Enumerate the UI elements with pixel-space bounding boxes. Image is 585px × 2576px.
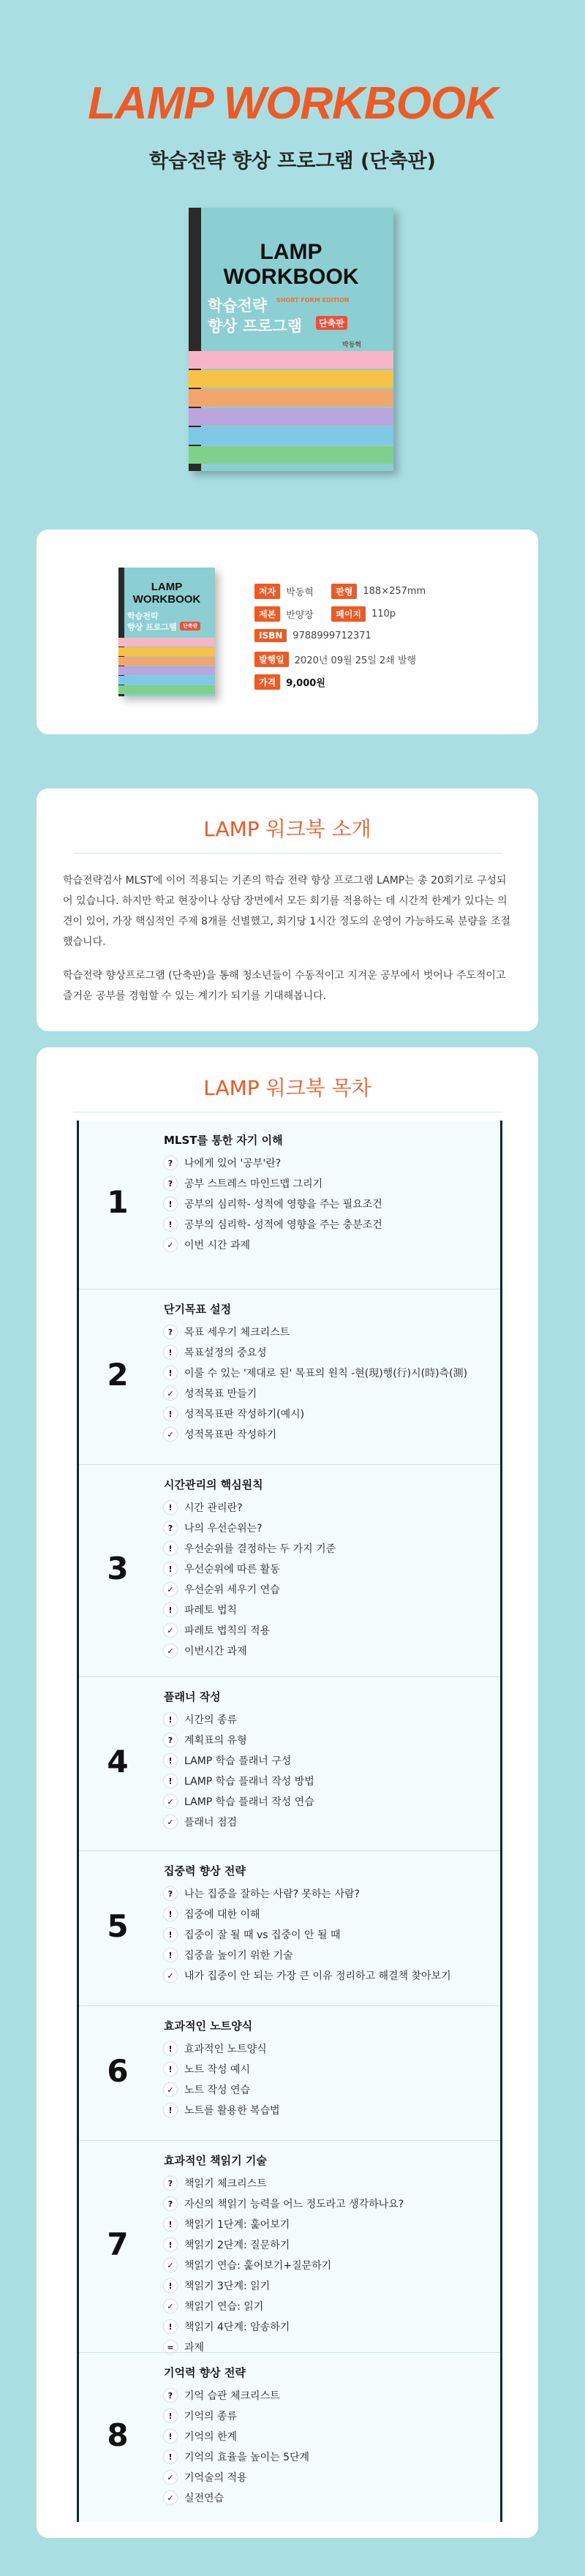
cover-stripe — [118, 657, 215, 666]
check-icon: ✓ — [164, 2491, 177, 2504]
list-item — [164, 1538, 336, 1559]
item-text: 기억의 효율을 높이는 5단계 — [184, 2452, 310, 2463]
item-text: 목표설정의 중요성 — [184, 1347, 267, 1359]
check-icon: ✓ — [164, 1387, 177, 1400]
intro-title: LAMP 워크북 소개 — [203, 817, 371, 841]
list-item — [164, 2255, 404, 2275]
chapter-items — [164, 1153, 382, 1255]
item-text: LAMP 학습 플래너 작성 연습 — [184, 1796, 314, 1808]
list-item — [164, 2059, 280, 2079]
check-icon: ✓ — [164, 1795, 177, 1808]
price-label: 가격 — [254, 674, 280, 690]
list-item — [164, 2406, 309, 2426]
author-label: 저자 — [254, 584, 280, 599]
date-value: 2020년 09월 25일 2쇄 발행 — [294, 655, 417, 666]
cover-stripe — [118, 638, 215, 647]
item-text: 책읽기 2단계: 질문하기 — [184, 2240, 290, 2251]
list-item — [164, 2447, 309, 2467]
exclamation-icon: ! — [164, 1603, 177, 1616]
chapter-title: 시간관리의 핵심원칙 — [164, 1478, 263, 1491]
item-text: 우선순위에 따른 활동 — [184, 1564, 280, 1575]
exclamation-icon: ! — [164, 1774, 177, 1788]
list-item — [164, 2193, 404, 2214]
cover-stripe — [118, 666, 215, 675]
exclamation-icon: ! — [164, 1346, 177, 1359]
author-value: 박동혁 — [286, 587, 314, 598]
chapter-items — [164, 1883, 451, 1986]
list-item — [164, 1363, 467, 1383]
chapter-number: 2 — [107, 1357, 129, 1393]
cover-stripe — [189, 446, 393, 464]
exclamation-icon: ! — [164, 2430, 177, 2443]
toc-chapter — [79, 1121, 500, 1289]
item-text: 책읽기 체크리스트 — [184, 2178, 267, 2190]
item-text: 우선순위 세우기 연습 — [184, 1584, 280, 1596]
info-row-binding — [254, 606, 396, 622]
item-text: 목표 세우기 체크리스트 — [184, 1327, 290, 1338]
info-row-author — [254, 584, 426, 599]
list-item — [164, 1518, 336, 1538]
list-item — [164, 1235, 382, 1255]
list-item — [164, 2173, 404, 2193]
toc-chapter — [79, 1464, 500, 1677]
cover-title: LAMP WORKBOOK — [223, 240, 359, 289]
intro-paragraph-1: 학습전략검사 MLST에 이어 적용되는 기존의 학습 전략 향상 프로그램 LAMP는 총 20회기로 구성되어 있습니다. 하지만 학교 현장이나 상담 장면에서 모든 회기를 적용하는 데 시간적 한계가 있다는 의견이 있어, 가장 핵심적인 주제 8개를 선별했고, 회기당 1시간 정도의 운영이 가능하도록 분량을 조절했습니다. — [63, 875, 511, 948]
item-text: 과제 — [184, 2342, 205, 2354]
list-item — [164, 1173, 382, 1194]
toc-chapter — [79, 2352, 500, 2523]
list-item — [164, 2488, 309, 2508]
item-text: 플래너 점검 — [184, 1817, 238, 1829]
question-icon: ? — [164, 2389, 177, 2402]
check-icon: ✓ — [164, 1238, 177, 1251]
item-text: 효과적인 노트양식 — [184, 2044, 267, 2055]
list-item — [164, 1497, 336, 1518]
item-text: 나는 집중을 잘하는 사람? 못하는 사람? — [184, 1888, 360, 1900]
list-item — [164, 2234, 404, 2255]
cover-subtitle-2: 향상 프로그램 — [208, 317, 303, 335]
chapter-number: 7 — [107, 2226, 129, 2262]
list-item — [164, 2100, 280, 2120]
item-text: 성적목표판 작성하기 — [184, 1429, 277, 1441]
question-icon: ? — [164, 1177, 177, 1190]
item-text: 우선순위를 결정하는 두 가지 기준 — [184, 1543, 336, 1555]
list-item — [164, 1812, 314, 1832]
small-cover-subtitle-1: 학습전략 — [127, 611, 159, 621]
list-item — [164, 1214, 382, 1235]
exclamation-icon: ! — [164, 1197, 177, 1210]
chapter-title: 집중력 향상 전략 — [164, 1864, 246, 1878]
cover-stripe — [118, 676, 215, 685]
chapter-items — [164, 1322, 467, 1445]
list-item — [164, 1600, 336, 1620]
item-text: 책읽기 3단계: 읽기 — [184, 2281, 271, 2292]
info-row-price — [254, 674, 325, 690]
toc-title: LAMP 워크북 목차 — [203, 1076, 371, 1100]
check-icon: ✓ — [164, 1644, 177, 1657]
check-icon: ✓ — [164, 2259, 177, 2272]
toc-card — [37, 1047, 538, 2538]
toc-chapter — [79, 1676, 500, 1851]
book-cover-small — [118, 568, 215, 696]
list-item — [164, 2079, 280, 2100]
toc-chapter — [79, 1289, 500, 1465]
question-icon: ? — [164, 1521, 177, 1534]
list-item — [164, 1424, 467, 1445]
exclamation-icon: ! — [164, 1366, 177, 1379]
item-text: 파레토 법칙의 적용 — [184, 1625, 271, 1637]
cover-stripe — [189, 408, 393, 426]
cover-stripes — [189, 351, 393, 465]
item-text: 공부의 심리학- 성적에 영향을 주는 충분조건 — [184, 1219, 382, 1231]
chapter-title: 기억력 향상 전략 — [164, 2366, 246, 2379]
list-item — [164, 2316, 404, 2337]
exclamation-icon: ! — [164, 1542, 177, 1555]
check-icon: ✓ — [164, 2471, 177, 2484]
chapter-items — [164, 2385, 309, 2508]
exclamation-icon: ! — [164, 1501, 177, 1514]
price-value: 9,000원 — [286, 678, 325, 689]
small-cover-subtitle-2: 향상 프로그램 — [127, 622, 177, 632]
small-cover-tag: 단축판 — [180, 622, 200, 630]
item-text: 책읽기 1단계: 훑어보기 — [184, 2219, 290, 2231]
list-item — [164, 2426, 309, 2447]
binding-label: 제본 — [254, 606, 280, 622]
exclamation-icon: ! — [164, 1754, 177, 1767]
exclamation-icon: ! — [164, 1907, 177, 1921]
exclamation-icon: ! — [164, 2104, 177, 2117]
item-text: 책읽기 4단계: 암송하기 — [184, 2321, 290, 2333]
cover-stripe — [189, 427, 393, 445]
check-icon: ✓ — [164, 1815, 177, 1829]
item-text: 기억 습관 체크리스트 — [184, 2390, 280, 2402]
list-item — [164, 1559, 336, 1579]
item-text: 나에게 있어 '공부'란? — [184, 1158, 282, 1170]
item-text: 파레토 법칙 — [184, 1605, 238, 1616]
exclamation-icon: ! — [164, 2218, 177, 2231]
item-text: 집중이 잘 될 때 vs 집중이 안 될 때 — [184, 1929, 341, 1941]
hero-subtitle: 학습전략 향상 프로그램 (단축판) — [149, 150, 436, 173]
question-icon: ? — [164, 2177, 177, 2190]
item-text: 성적목표판 작성하기(예시) — [184, 1409, 305, 1420]
check-icon: ✓ — [164, 1428, 177, 1441]
info-card — [37, 530, 538, 734]
item-text: 자신의 책읽기 능력을 어느 정도라고 생각하나요? — [184, 2199, 404, 2210]
exclamation-icon: ! — [164, 1407, 177, 1420]
exclamation-icon: ! — [164, 1562, 177, 1575]
toc-chapter — [79, 1850, 500, 2006]
chapter-items — [164, 2173, 404, 2357]
binding-value: 반양장 — [286, 610, 314, 621]
chapter-title: 효과적인 노트양식 — [164, 2019, 253, 2033]
cover-tag: 단축판 — [316, 316, 347, 330]
question-icon: ? — [164, 1325, 177, 1338]
small-cover-stripes — [118, 638, 215, 695]
chapter-items — [164, 1709, 314, 1832]
chapter-items — [164, 1497, 336, 1661]
exclamation-icon: ! — [164, 1218, 177, 1231]
pages-label: 페이지 — [331, 606, 366, 622]
info-row-date — [254, 652, 416, 667]
question-icon: ? — [164, 1887, 177, 1900]
chapter-title: MLST를 통한 자기 이해 — [164, 1134, 283, 1147]
list-item — [164, 1322, 467, 1342]
chapter-items — [164, 2038, 280, 2120]
list-item — [164, 1709, 314, 1730]
list-item — [164, 2038, 280, 2059]
exclamation-icon: ! — [164, 2042, 177, 2055]
item-text: 기억의 종류 — [184, 2411, 238, 2422]
list-item — [164, 1730, 314, 1750]
exclamation-icon: ! — [164, 1948, 177, 1962]
item-text: 노트 작성 예시 — [184, 2064, 251, 2076]
list-item — [164, 1965, 451, 1986]
toc-chapter — [79, 2140, 500, 2353]
exclamation-icon: ! — [164, 2279, 177, 2292]
chapter-number: 1 — [107, 1184, 129, 1220]
isbn-value: 9788999712371 — [292, 630, 371, 641]
check-icon: ✓ — [164, 1969, 177, 1982]
question-icon: ? — [164, 1733, 177, 1747]
question-icon: ? — [164, 1156, 177, 1170]
exclamation-icon: ! — [164, 2063, 177, 2076]
list-item — [164, 1904, 451, 1924]
exclamation-icon: ! — [164, 2450, 177, 2463]
list-item — [164, 1771, 314, 1791]
check-icon: ✓ — [164, 2300, 177, 2313]
list-item — [164, 1579, 336, 1600]
check-icon: ✓ — [164, 2083, 177, 2096]
list-item — [164, 2214, 404, 2234]
item-text: 내가 집중이 안 되는 가장 큰 이유 정리하고 해결책 찾아보기 — [184, 1970, 451, 1982]
cover-stripe — [189, 389, 393, 407]
exclamation-icon: ! — [164, 1713, 177, 1726]
item-text: 기억의 한계 — [184, 2431, 238, 2443]
list-item — [164, 1641, 336, 1661]
chapter-number: 6 — [107, 2053, 129, 2089]
item-text: 실전연습 — [184, 2493, 224, 2504]
toc-chapter — [79, 2006, 500, 2141]
cover-author: 박동혁 — [342, 342, 362, 349]
intro-divider — [73, 853, 502, 854]
list-item — [164, 1750, 314, 1771]
item-text: 시간 관리란? — [184, 1502, 243, 1514]
item-text: 나의 우선순위는? — [184, 1523, 263, 1534]
item-text: 책읽기 연습: 읽기 — [184, 2301, 264, 2313]
date-label: 발행일 — [254, 652, 289, 667]
list-item — [164, 1945, 451, 1965]
item-text: 시간의 종류 — [184, 1714, 238, 1726]
cover-english-tag: SHORT FORM EDITION — [276, 297, 350, 304]
exclamation-icon: ! — [164, 2409, 177, 2422]
chapter-number: 3 — [107, 1551, 129, 1586]
item-text: 노트 작성 연습 — [184, 2084, 251, 2096]
question-icon: ? — [164, 2197, 177, 2210]
item-text: 기억술의 적용 — [184, 2472, 247, 2484]
pages-value: 110p — [371, 609, 396, 619]
item-text: LAMP 학습 플래너 작성 방법 — [184, 1776, 314, 1788]
item-text: 이룰 수 있는 '제대로 된' 목표의 원칙 -현(現)행(行)시(時)측(測) — [184, 1368, 468, 1379]
chapter-number: 5 — [107, 1908, 129, 1944]
item-text: 노트를 활용한 복습법 — [184, 2105, 280, 2117]
format-label: 판형 — [331, 584, 357, 599]
list-item — [164, 2296, 404, 2316]
list-item — [164, 2385, 309, 2406]
cover-stripe — [189, 351, 393, 369]
check-icon: ✓ — [164, 1583, 177, 1596]
exclamation-icon: ! — [164, 2238, 177, 2251]
format-value: 188×257mm — [363, 586, 426, 597]
cover-stripe — [118, 647, 215, 656]
list-item — [164, 1383, 467, 1404]
chapter-title: 단기목표 설정 — [164, 1303, 232, 1316]
list-item — [164, 1791, 314, 1812]
item-text: 집중을 높이기 위한 기술 — [184, 1950, 293, 1962]
book-cover-large — [189, 208, 393, 471]
item-text: LAMP 학습 플래너 구성 — [184, 1755, 292, 1767]
check-icon: ✓ — [164, 1624, 177, 1637]
cover-stripe — [118, 685, 215, 694]
list-item — [164, 1153, 382, 1173]
chapter-title: 플래너 작성 — [164, 1690, 221, 1703]
chapter-title: 효과적인 책읽기 기술 — [164, 2154, 267, 2167]
equals-icon: = — [164, 2340, 177, 2354]
info-row-isbn — [254, 629, 371, 642]
exclamation-icon: ! — [164, 1928, 177, 1941]
list-item — [164, 2275, 404, 2296]
list-item — [164, 1194, 382, 1214]
intro-paragraph-2: 학습전략 향상프로그램 (단축판)을 통해 청소년들이 수동적이고 지겨운 공부에서 벗어나 주도적이고 즐거운 공부를 경험할 수 있는 계기가 되기를 기대해봅니다. — [63, 970, 506, 1002]
exclamation-icon: ! — [164, 2320, 177, 2333]
item-text: 공부 스트레스 마인드맵 그리기 — [184, 1178, 323, 1190]
cover-subtitle-1: 학습전략 — [208, 297, 268, 315]
list-item — [164, 2467, 309, 2488]
list-item — [164, 1883, 451, 1904]
item-text: 성적목표 만들기 — [184, 1388, 257, 1400]
item-text: 공부의 심리학- 성적에 영향을 주는 필요조건 — [184, 1199, 382, 1210]
list-item — [164, 1404, 467, 1424]
small-cover-title: LAMP WORKBOOK — [132, 581, 201, 606]
chapter-number: 8 — [107, 2417, 129, 2453]
intro-card — [37, 788, 538, 1031]
list-item — [164, 1620, 336, 1641]
chapter-number: 4 — [107, 1744, 129, 1780]
list-item — [164, 1342, 467, 1363]
item-text: 집중에 대한 이해 — [184, 1909, 260, 1921]
toc-list — [77, 1121, 502, 2522]
list-item — [164, 1924, 451, 1945]
cover-stripe — [189, 370, 393, 388]
item-text: 이번시간 과제 — [184, 1646, 247, 1657]
hero-title: LAMP WORKBOOK — [88, 78, 497, 129]
item-text: 책읽기 연습: 훑어보기+질문하기 — [184, 2260, 332, 2272]
item-text: 계획표의 유형 — [184, 1735, 247, 1747]
item-text: 이번 시간 과제 — [184, 1240, 251, 1251]
isbn-label: ISBN — [254, 629, 287, 642]
